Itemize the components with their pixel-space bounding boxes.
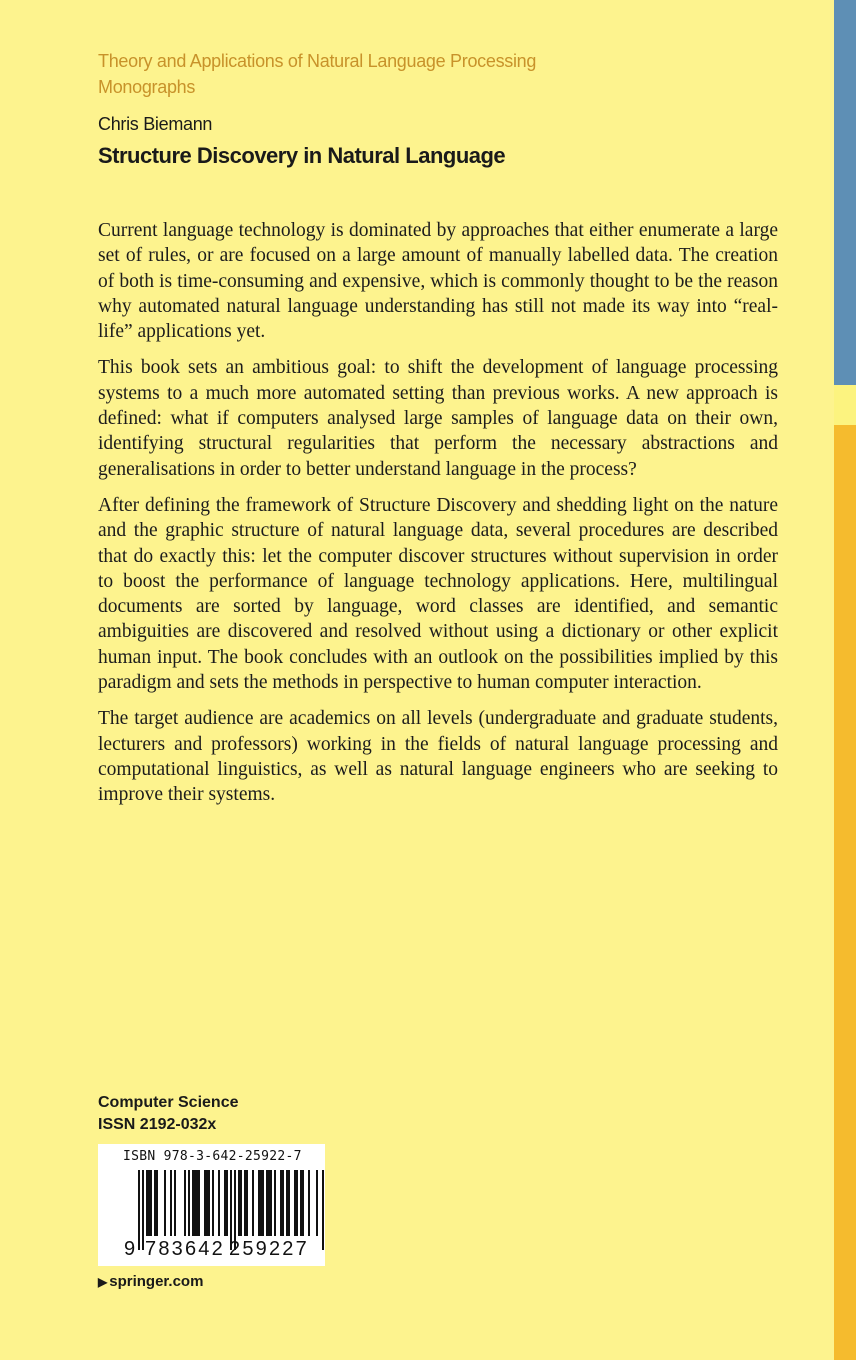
publisher-link[interactable]: [98, 1273, 203, 1290]
blurb-paragraph-4: The target audience are academics on all levels (undergraduate and graduate students, lecturers and professors) working in the fields of natural language processing and computational linguistics, as well as natural language engineers who are seeking to improve their systems.: [98, 708, 778, 806]
barcode-bar: [154, 1170, 158, 1236]
ean-first-digit: 9: [124, 1238, 136, 1260]
barcode-bar: [266, 1170, 272, 1236]
barcode-guard-bar: [142, 1170, 144, 1250]
issn-label: ISSN 2192-032x: [98, 1116, 217, 1133]
series-title: Theory and Applications of Natural Language Processing: [98, 51, 537, 71]
ean-right-digits: 259227: [229, 1238, 309, 1260]
spine-orange-band: [834, 425, 856, 1360]
blurb-paragraph-1: Current language technology is dominated by approaches that either enumerate a large set of rules, or are focused on a large amount of manually labelled data. The creation of both is time-consuming and expensive, which is commonly thought to be the reason why automated natural language understanding has still not made its way into “real-life” applications yet.: [98, 220, 778, 343]
subject-block: [98, 1092, 238, 1136]
barcode-bar: [188, 1170, 190, 1236]
book-title: Structure Discovery in Natural Language: [98, 143, 506, 168]
barcode-bar: [258, 1170, 264, 1236]
barcode-bar: [244, 1170, 248, 1236]
barcode-bar: [212, 1170, 214, 1236]
blurb-paragraph-2: This book sets an ambitious goal: to shift the development of language processing systems to a much more automated setting than previous works. A new approach is defined: what if computers analysed large samples of language data on their own, identifying structural regularities that perform the necessary abstractions and generalisations in order to better understand language in the process?: [98, 357, 778, 480]
barcode-bar: [146, 1170, 152, 1236]
isbn-label: ISBN 978-3-642-25922-7: [123, 1149, 302, 1164]
barcode-bar: [316, 1170, 318, 1236]
barcode-bar: [280, 1170, 284, 1236]
barcode-bar: [252, 1170, 254, 1236]
subject-label: Computer Science: [98, 1094, 239, 1111]
barcode-bar: [294, 1170, 298, 1236]
barcode-bar: [286, 1170, 290, 1236]
barcode-bar: [300, 1170, 304, 1236]
blurb-paragraph-3: After defining the framework of Structure Discovery and shedding light on the nature and the graphic structure of natural language data, several procedures are described that do exactly this: let the computer discover structures without supervision in order to boost the performance of language technology applications. Here, multilingual documents are sorted by language, word classes are identified, and semantic ambiguities are discovered and resolved without using a dictionary or other explicit human input. The book concludes with an outlook on the possibilities implied by this paradigm and sets the methods in perspective to human computer interaction.: [98, 494, 778, 694]
barcode-bar: [238, 1170, 242, 1236]
barcode-bar: [164, 1170, 166, 1236]
publisher-website[interactable]: springer.com: [109, 1273, 204, 1290]
ean-left-digits: 783642: [145, 1238, 225, 1260]
barcode-bar: [170, 1170, 172, 1236]
barcode-bar: [184, 1170, 186, 1236]
series-header: [98, 48, 536, 100]
blurb: [98, 218, 778, 819]
barcode-bar: [204, 1170, 210, 1236]
barcode-guard-bar: [138, 1170, 140, 1250]
series-subtitle: Monographs: [98, 77, 196, 97]
barcode: [98, 1144, 325, 1266]
barcode-bar: [224, 1170, 228, 1236]
barcode-bar: [218, 1170, 220, 1236]
spine-blue-band: [834, 0, 856, 385]
barcode-bar: [274, 1170, 276, 1236]
barcode-bar: [308, 1170, 310, 1236]
triangle-arrow-icon: ▶: [98, 1275, 108, 1289]
barcode-guard-bar: [322, 1170, 324, 1250]
barcode-bar: [174, 1170, 176, 1236]
author-name: Chris Biemann: [98, 114, 213, 134]
barcode-bar: [192, 1170, 200, 1236]
